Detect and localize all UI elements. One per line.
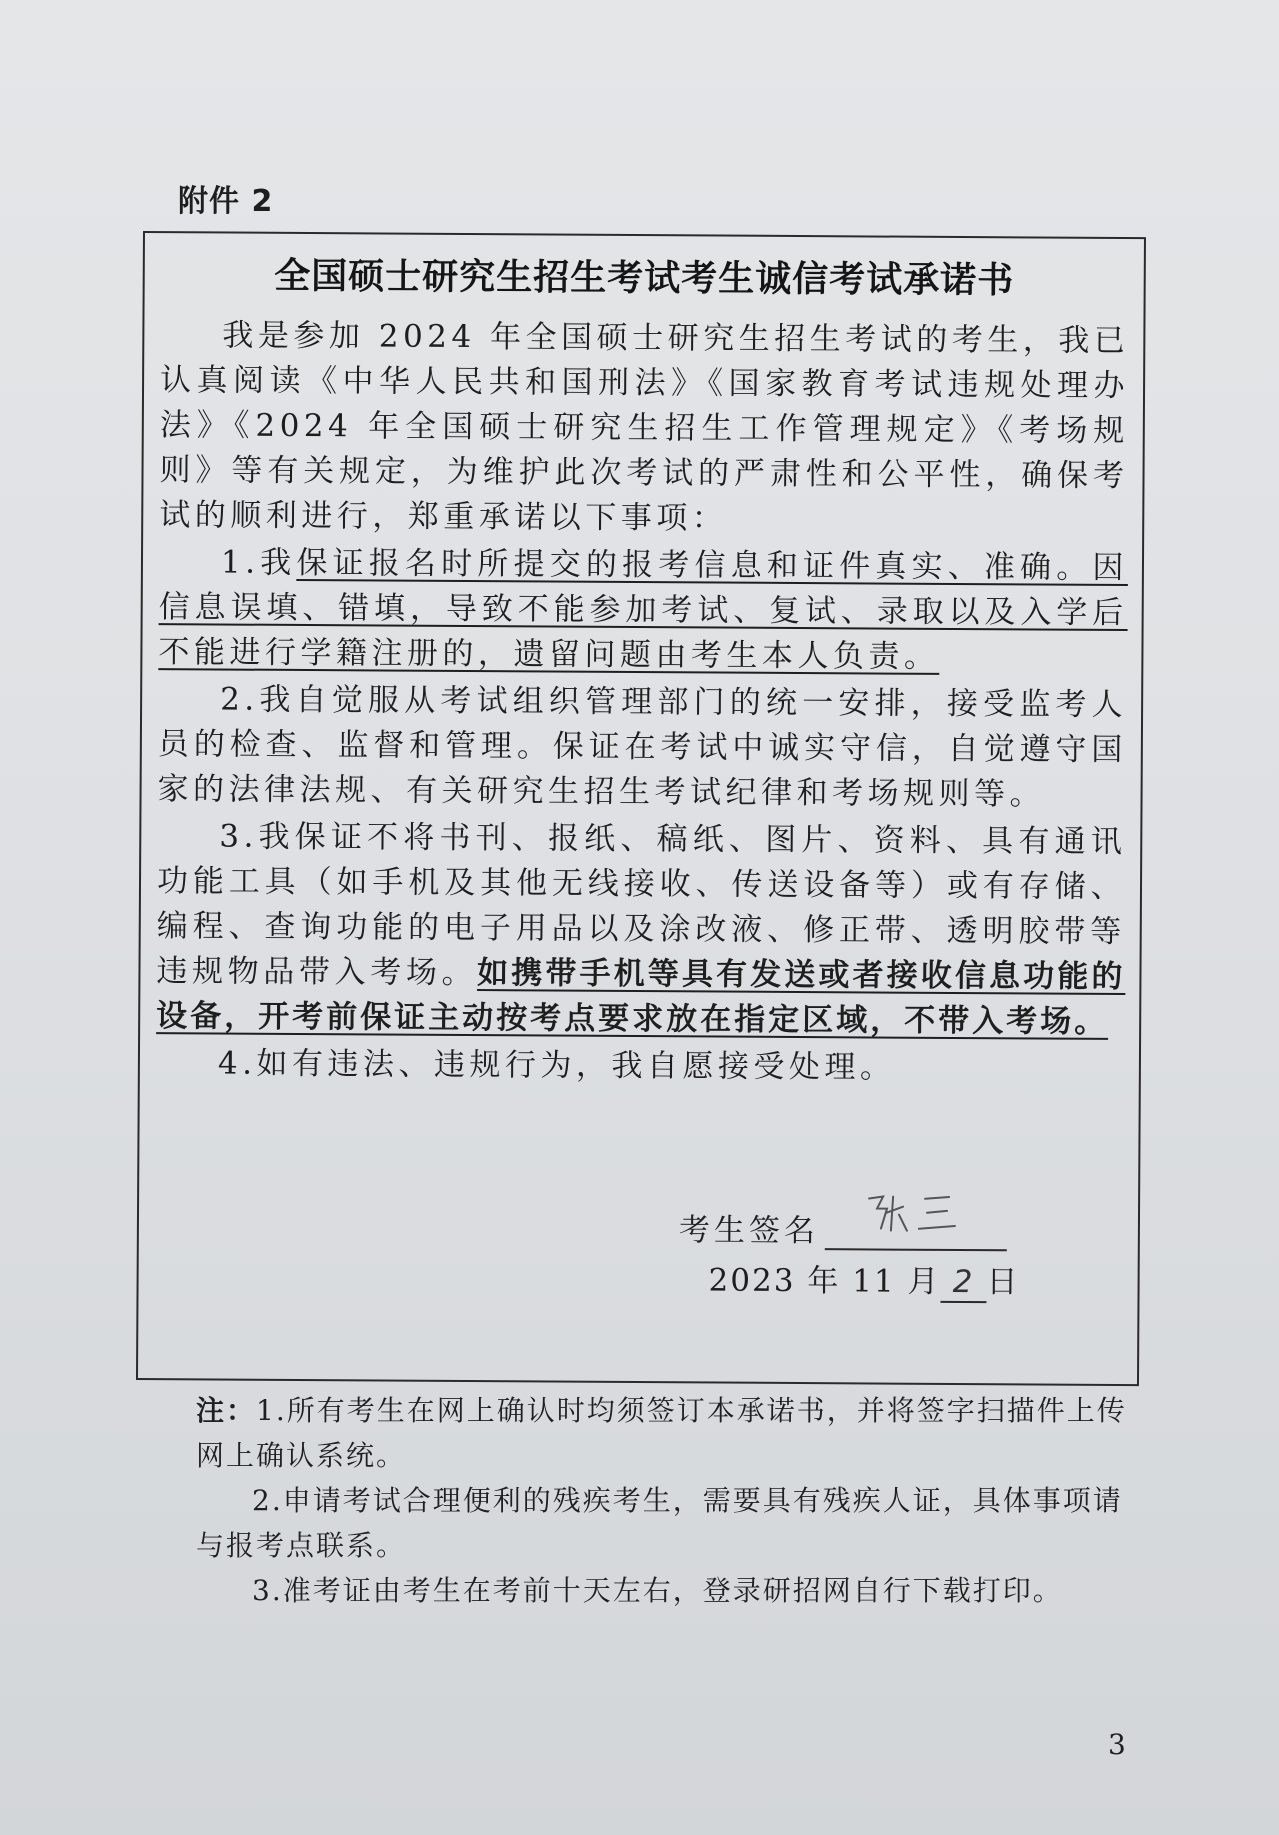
pledge-box [136, 231, 1146, 1386]
signature-line [825, 1208, 1007, 1251]
pledge-body [156, 313, 1130, 1092]
item-4: 4.如有违法、违规行为，我自愿接受处理。 [217, 1045, 896, 1086]
signature-row [679, 1204, 1007, 1251]
item-3-bold-underlined: 如携带手机等具有发送或者接收信息功能的设备，开考前保证主动按考点要求放在指定区域，不带入考场。 [156, 955, 1126, 1040]
notes-label: 注： [196, 1394, 257, 1427]
item-3-text: 3.我保证不将书刊、报纸、稿纸、图片、资料、具有通讯功能工具（如手机及其他无线接收、传送设备等）或有存储、编程、查询功能的电子用品以及涂改液、修正带、透明胶带等违规物品带入考场。 [156, 818, 1127, 992]
signature-label: 考生签名 [678, 1212, 820, 1250]
date-row [708, 1254, 1019, 1303]
note-2: 2.申请考试合理便利的残疾考生，需要具有残疾人证，具体事项请与报考点联系。 [196, 1484, 1123, 1562]
item-1-prefix: 1.我 [220, 544, 297, 581]
item-1 [158, 540, 1128, 681]
item-1-underlined: 保证报名时所提交的报考信息和证件真实、准确。因信息误填、错填，导致不能参加考试、复试、录取以及入学后不能进行学籍注册的，遗留问题由考生本人负责。 [158, 544, 1129, 675]
date-day-suffix: 日 [986, 1264, 1020, 1301]
note-3: 3.准考证由考生在考前十天左右，登录研招网自行下载打印。 [252, 1574, 1063, 1607]
note-1-text: 1.所有考生在网上确认时均须签订本承诺书，并将签字扫描件上传网上确认系统。 [196, 1394, 1127, 1472]
document-title: 全国硕士研究生招生考试考生诚信考试承诺书 [274, 255, 1015, 302]
item-2: 2.我自觉服从考试组织管理部门的统一安排，接受监考人员的检查、监督和管理。保证在考试中诚实守信，自觉遵守国家的法律法规、有关研究生招生考试纪律和考场规则等。 [157, 681, 1128, 813]
page-number: 3 [1108, 1728, 1126, 1761]
item-3 [156, 814, 1126, 1045]
date-year-month: 2023 年 11 月 [708, 1262, 941, 1300]
intro-paragraph: 我是参加 2024 年全国硕士研究生招生考试的考生，我已认真阅读《中华人民共和国刑法》《国家教育考试违规处理办法》《2024 年全国硕士研究生招生工作管理规定》《考场规则》等有关规定，为维护此次考试的严肃性和公平性，确保考试的顺利进行，郑重承诺以下事项： [159, 317, 1130, 537]
date-day-handwritten: 2 [940, 1267, 986, 1303]
handwritten-signature [863, 1188, 973, 1239]
note-1 [196, 1388, 1136, 1478]
notes-section [196, 1388, 1136, 1613]
attachment-label: 附件 2 [178, 184, 274, 219]
